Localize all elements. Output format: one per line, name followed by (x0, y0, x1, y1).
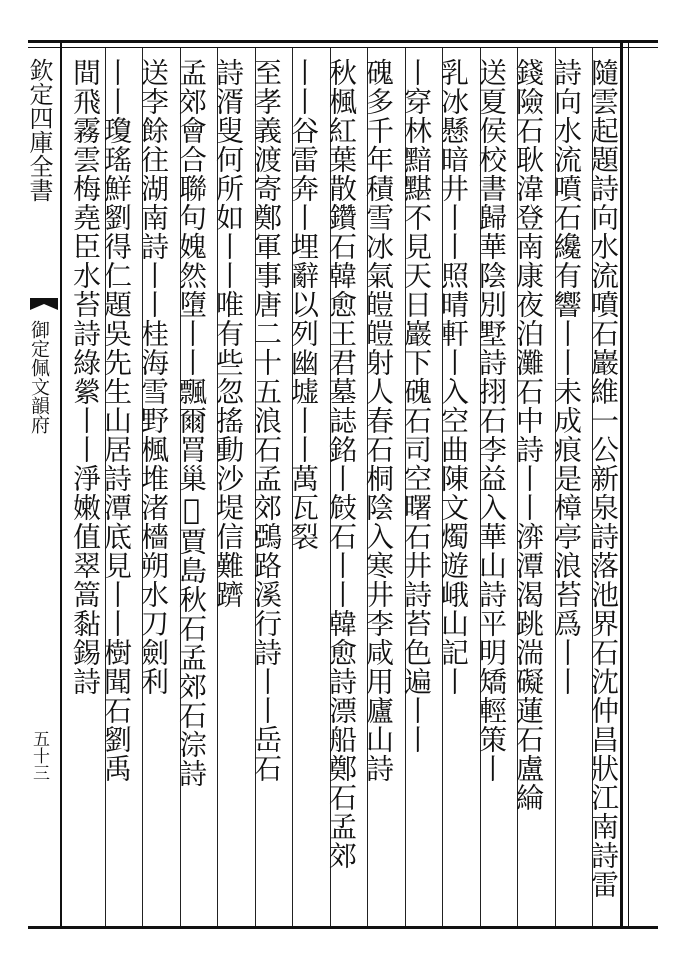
text-column: 送夏侯校書歸華陰別墅詩挧石李益入華山詩平明矯輕策丨 (475, 58, 508, 783)
text-column: 詩湑叟何所如丨丨唯有些忽搖動沙堤信難躋 (212, 58, 245, 609)
top-border-inner (28, 47, 658, 48)
margin-book-title: 御定佩文韻府 (28, 320, 50, 434)
text-column: 隨雲起題詩向水流噴石巖維一公新泉詩落池界石沈仲昌狀江南詩雷 (587, 58, 620, 899)
text-column: 至孝義渡寄鄭軍事唐二十五浪石孟郊鵶路溪行詩丨丨岳石 (250, 58, 283, 783)
text-column: 乳冰懸暗井丨丨照晴軒丨入空曲陳文燭遊峨山記丨 (437, 58, 470, 696)
text-column: 送李餘往湖南詩丨丨桂海雪野楓堆渚檣朔水刀劍利 (137, 58, 170, 696)
right-border-inner (628, 40, 629, 929)
text-column: 間飛霧雲梅堯臣水苔詩綠縈丨丨淨嫩值翠篙黏錫詩 (69, 58, 102, 696)
text-column: 錢險石耿湋登南康夜泊灘石中詩丨丨㴒潭渴跳湍礙蓮石盧綸 (512, 58, 545, 812)
margin-page-number: 五十三 (29, 730, 49, 781)
text-column: 詩向水流噴石纔有響丨丨未成痕是樟亭浪苔爲丨丨 (550, 58, 583, 696)
margin-title: 欽定四庫全書 (25, 58, 53, 202)
fishtail-mark-icon (28, 296, 60, 312)
text-column: 丨丨瓊瑤鮮劉得仁題吳先生山居詩潭底見丨丨樹聞石劉禹 (100, 58, 133, 783)
text-column: 丨丨谷雷奔丨埋辭以列幽墟丨丨萬瓦裂 (287, 58, 320, 551)
text-column: 磈多千年積雪冰氣皚皚射人春石桐陰入寒井李咸用廬山詩 (362, 58, 395, 783)
text-column: 丨穿林黯黮不見天日巖下磈石司空曙石井詩苔色遍丨丨 (400, 58, 433, 754)
top-border (28, 40, 658, 43)
bottom-border (28, 926, 658, 929)
text-column: 孟郊會合聯句媿然墮丨丨飄爾罥巢𣞊賈島秋石孟郊石淙詩 (175, 58, 208, 788)
text-column: 秋楓紅葉散鑽石韓愈王君墓誌銘丨㩻石丨丨韓愈詩漂船鄭石孟郊 (325, 58, 358, 870)
